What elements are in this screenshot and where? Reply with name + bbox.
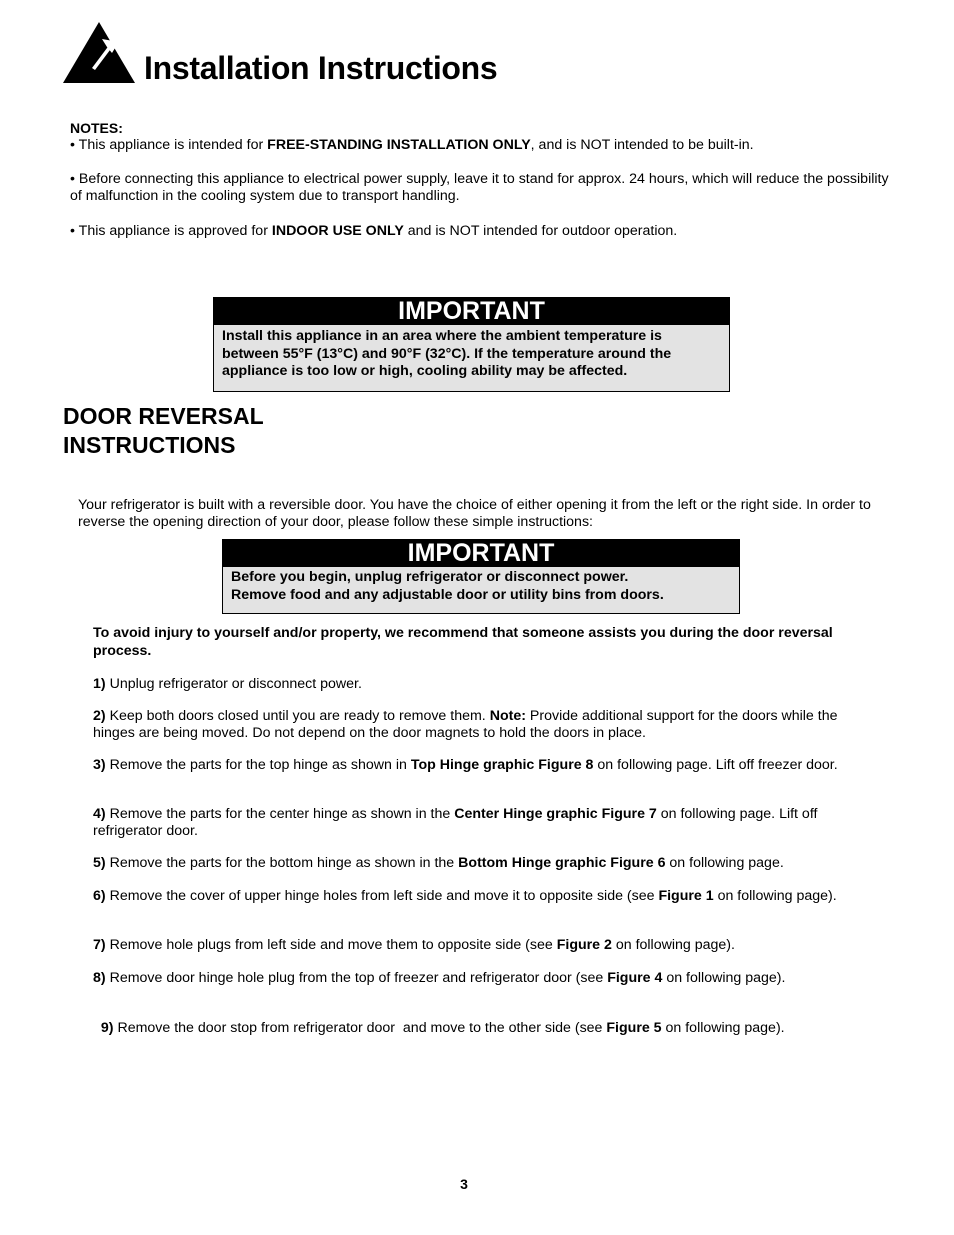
- page-title: Installation Instructions: [144, 50, 498, 86]
- note-item: • Before connecting this appliance to electrical power supply, leave it to stand for approx. 24 hours, which will reduce the possibility of malfunction in the cooling system due to transport handling.: [70, 171, 889, 204]
- page-number: 3: [460, 1176, 468, 1192]
- important-heading: IMPORTANT: [223, 540, 739, 567]
- important-box: [213, 297, 730, 392]
- important-heading: IMPORTANT: [214, 298, 729, 325]
- step-item: 2) Keep both doors closed until you are ready to remove them. Note: Provide additional support for the doors while the hinges are being moved. Do not depend on the door magnets to hold the doors in place.: [93, 708, 838, 741]
- step-item: 3) Remove the parts for the top hinge as shown in Top Hinge graphic Figure 8 on following page. Lift off freezer door.: [93, 757, 838, 773]
- important-box: [222, 539, 740, 614]
- step-item: 4) Remove the parts for the center hinge as shown in the Center Hinge graphic Figure 7 on following page. Lift off refrigerator door.: [93, 806, 818, 839]
- step-item: 9) Remove the door stop from refrigerator door and move to the other side (see Figure 5 on following page).: [100, 1019, 785, 1036]
- warning-text: To avoid injury to yourself and/or property, we recommend that someone assists you during the door reversal process.: [93, 625, 833, 659]
- notes-heading: NOTES:: [70, 120, 123, 136]
- intro-paragraph: Your refrigerator is built with a reversible door. You have the choice of either opening it from the left or the right side. In order to reverse the opening direction of your door, please follow these simple instructions:: [78, 497, 871, 530]
- step-item: 5) Remove the parts for the bottom hinge as shown in the Bottom Hinge graphic Figure 6 on following page.: [93, 855, 784, 871]
- important-text: Before you begin, unplug refrigerator or disconnect power. Remove food and any adjustable door or utility bins from doors.: [231, 569, 664, 603]
- step-item: 7) Remove hole plugs from left side and move them to opposite side (see Figure 2 on following page).: [93, 937, 735, 953]
- section-title: DOOR REVERSAL INSTRUCTIONS: [63, 403, 264, 458]
- important-text: Install this appliance in an area where the ambient temperature is between 55°F (13°C) and 90°F (32°C). If the temperature around the appliance is too low or high, cooling ability may be affected.: [222, 328, 672, 379]
- hammer-triangle-icon: [62, 22, 136, 84]
- step-item: 6) Remove the cover of upper hinge holes from left side and move it to opposite side (see Figure 1 on following page).: [93, 888, 837, 904]
- step-item: 1) Unplug refrigerator or disconnect power.: [93, 676, 362, 692]
- note-item: • This appliance is intended for FREE-STANDING INSTALLATION ONLY, and is NOT intended to be built-in.: [70, 137, 754, 153]
- note-item: • This appliance is approved for INDOOR USE ONLY and is NOT intended for outdoor operation.: [70, 223, 678, 239]
- step-item: 8) Remove door hinge hole plug from the top of freezer and refrigerator door (see Figure 4 on following page).: [93, 970, 786, 986]
